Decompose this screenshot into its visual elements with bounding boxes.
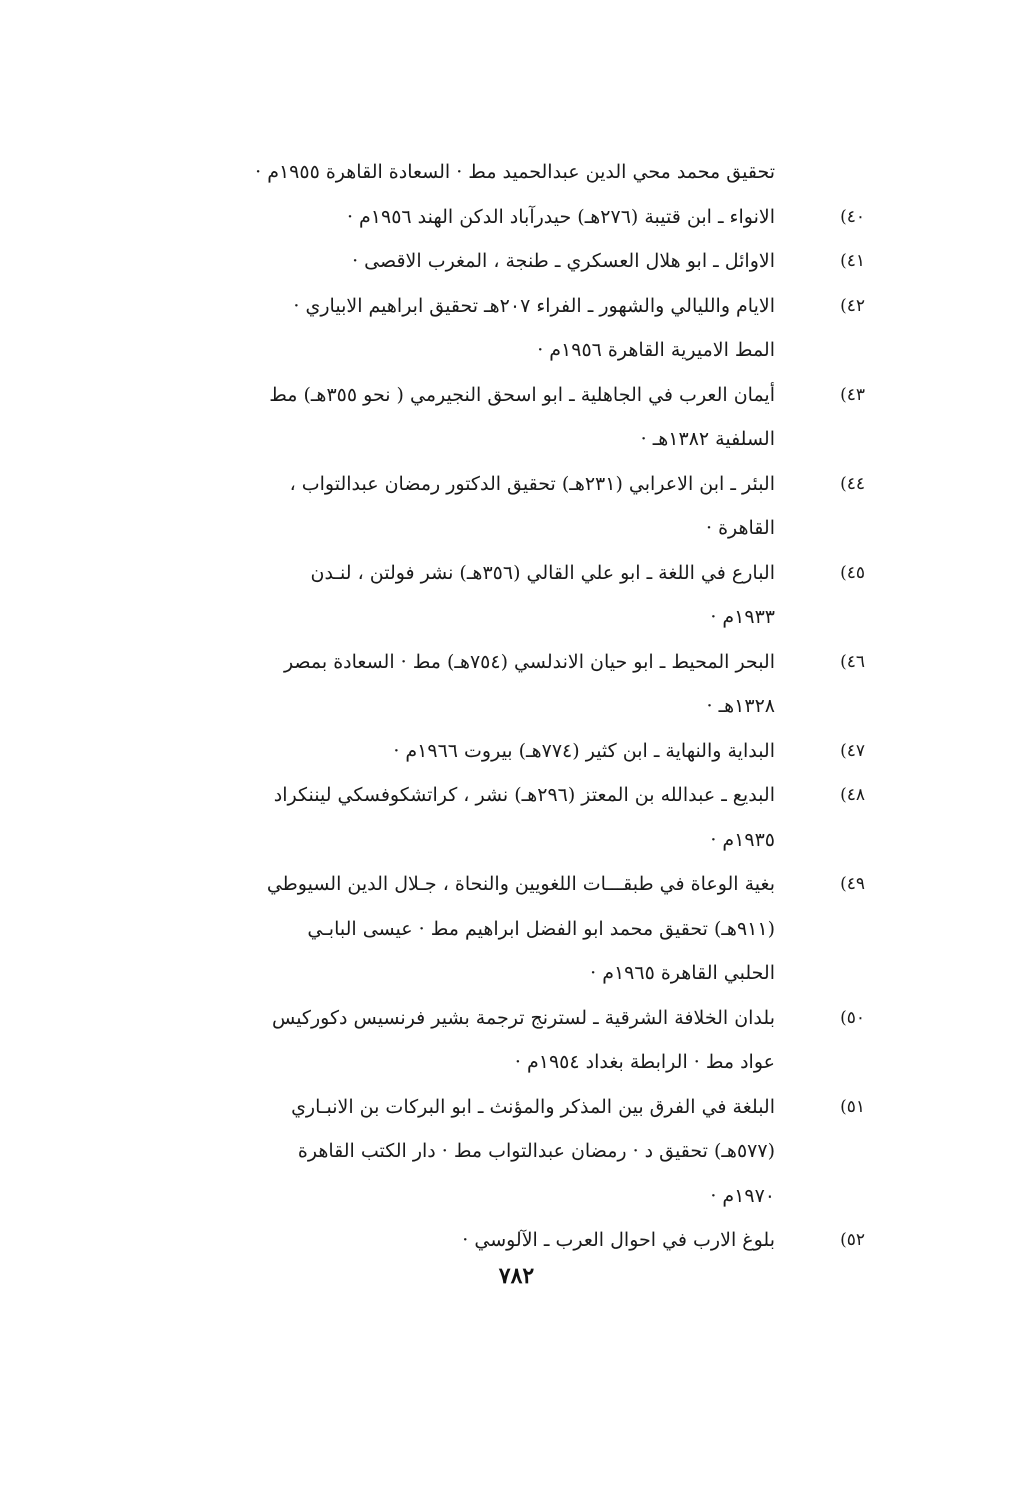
entry-text: ١٩٣٣م · [710, 606, 775, 628]
entry-number: ٤٩) [840, 874, 865, 894]
bibliography-line [195, 1129, 865, 1174]
entry-text: السلفية ١٣٨٢هـ · [640, 428, 775, 450]
entry-text: البداية والنهاية ـ ابن كثير (٧٧٤هـ) بيروت ١٩٦٦م · [393, 739, 775, 762]
entry-text: ١٩٧٠م · [710, 1184, 775, 1207]
entry-text: البحر المحيط ـ ابو حيان الاندلسي (٧٥٤هـ) مط · السعادة بمصر [283, 650, 775, 673]
bibliography-line [195, 729, 865, 774]
entry-text: (٥٧٧هـ) تحقيق د · رمضان عبدالتواب مط · دار الكتب القاهرة [297, 1140, 775, 1162]
bibliography-line [195, 640, 865, 685]
entry-number: ٤٥) [840, 562, 865, 583]
bibliography-line [195, 506, 865, 551]
bibliography-line [195, 417, 865, 462]
bibliography-line [195, 150, 865, 195]
entry-number: ٥٠) [840, 1007, 865, 1028]
bibliography-line [195, 284, 865, 329]
bibliography-line [195, 951, 865, 996]
bibliography-line [195, 1174, 865, 1219]
entry-text: بغية الوعاة في طبقـــات اللغويين والنحاة ، جـلال الدين السيوطي [266, 873, 775, 895]
entry-text: ١٣٢٨هـ · [706, 695, 775, 717]
entry-text: (٩١١هـ) تحقيق محمد ابو الفضل ابراهيم مط · عيسى البابـي [307, 917, 775, 940]
bibliography-list [195, 150, 865, 1263]
bibliography-line [195, 1085, 865, 1130]
entry-number: ٤٤) [840, 473, 865, 494]
entry-text: الحلبي القاهرة ١٩٦٥م · [590, 962, 775, 984]
entry-number: ٤٣) [840, 384, 865, 405]
bibliography-line [195, 195, 865, 240]
entry-text: البلغة في الفرق بين المذكر والمؤنث ـ ابو البركات بن الانبـاري [291, 1095, 775, 1118]
entry-text: الايام والليالي والشهور ـ الفراء ٢٠٧هـ تحقيق ابراهيم الابياري · [293, 294, 775, 317]
bibliography-line [195, 684, 865, 729]
entry-text: الاوائل ـ ابو هلال العسكري ـ طنجة ، المغرب الاقصى · [352, 250, 775, 272]
entry-text: بلوغ الارب في احوال العرب ـ الآلوسي · [462, 1229, 775, 1251]
entry-text: أيمان العرب في الجاهلية ـ ابو اسحق النجيرمي ( نحو ٣٥٥هـ) مط [269, 383, 775, 406]
entry-number: ٤٧) [840, 740, 865, 761]
entry-text: البديع ـ عبدالله بن المعتز (٢٩٦هـ) نشر ، كراتشكوفسكي ليننكراد [273, 784, 775, 806]
page-number: ٧٨٢ [498, 1263, 535, 1289]
entry-number: ٤٨) [840, 785, 865, 805]
entry-number: ٤٦) [840, 651, 865, 672]
entry-text: بلدان الخلافة الشرقية ـ لسترنج ترجمة بشير فرنسيس دكوركيس [271, 1006, 775, 1029]
bibliography-line [195, 328, 865, 373]
bibliography-line [195, 996, 865, 1041]
entry-number: ٥١) [840, 1096, 865, 1117]
bibliography-line [195, 595, 865, 640]
entry-number: ٤٢) [840, 295, 865, 316]
bibliography-line [195, 862, 865, 907]
bibliography-line [195, 773, 865, 818]
bibliography-line [195, 818, 865, 863]
entry-text: البارع في اللغة ـ ابو علي القالي (٣٥٦هـ) نشر فولتن ، لنـدن [310, 561, 775, 584]
entry-text: عواد مط · الرابطة بغداد ١٩٥٤م · [514, 1051, 775, 1073]
entry-number: ٥٢) [840, 1230, 865, 1250]
bibliography-line [195, 239, 865, 284]
entry-text: تحقيق محمد محي الدين عبدالحميد مط · السعادة القاهرة ١٩٥٥م · [255, 161, 775, 183]
bibliography-line [195, 551, 865, 596]
entry-number: ٤١) [840, 251, 865, 271]
entry-number: ٤٠) [840, 206, 865, 227]
entry-text: القاهرة · [705, 517, 775, 539]
bibliography-line [195, 1040, 865, 1085]
bibliography-line [195, 462, 865, 507]
bibliography-line [195, 373, 865, 418]
entry-text: المط الاميرية القاهرة ١٩٥٦م · [537, 339, 775, 361]
bibliography-line [195, 1218, 865, 1263]
entry-text: ١٩٣٥م · [710, 828, 775, 851]
entry-text: الانواء ـ ابن قتيبة (٢٧٦هـ) حيدرآباد الدكن الهند ١٩٥٦م · [346, 205, 775, 228]
bibliography-line [195, 907, 865, 952]
entry-text: البئر ـ ابن الاعرابي (٢٣١هـ) تحقيق الدكتور رمضان عبدالتواب ، [289, 472, 775, 495]
